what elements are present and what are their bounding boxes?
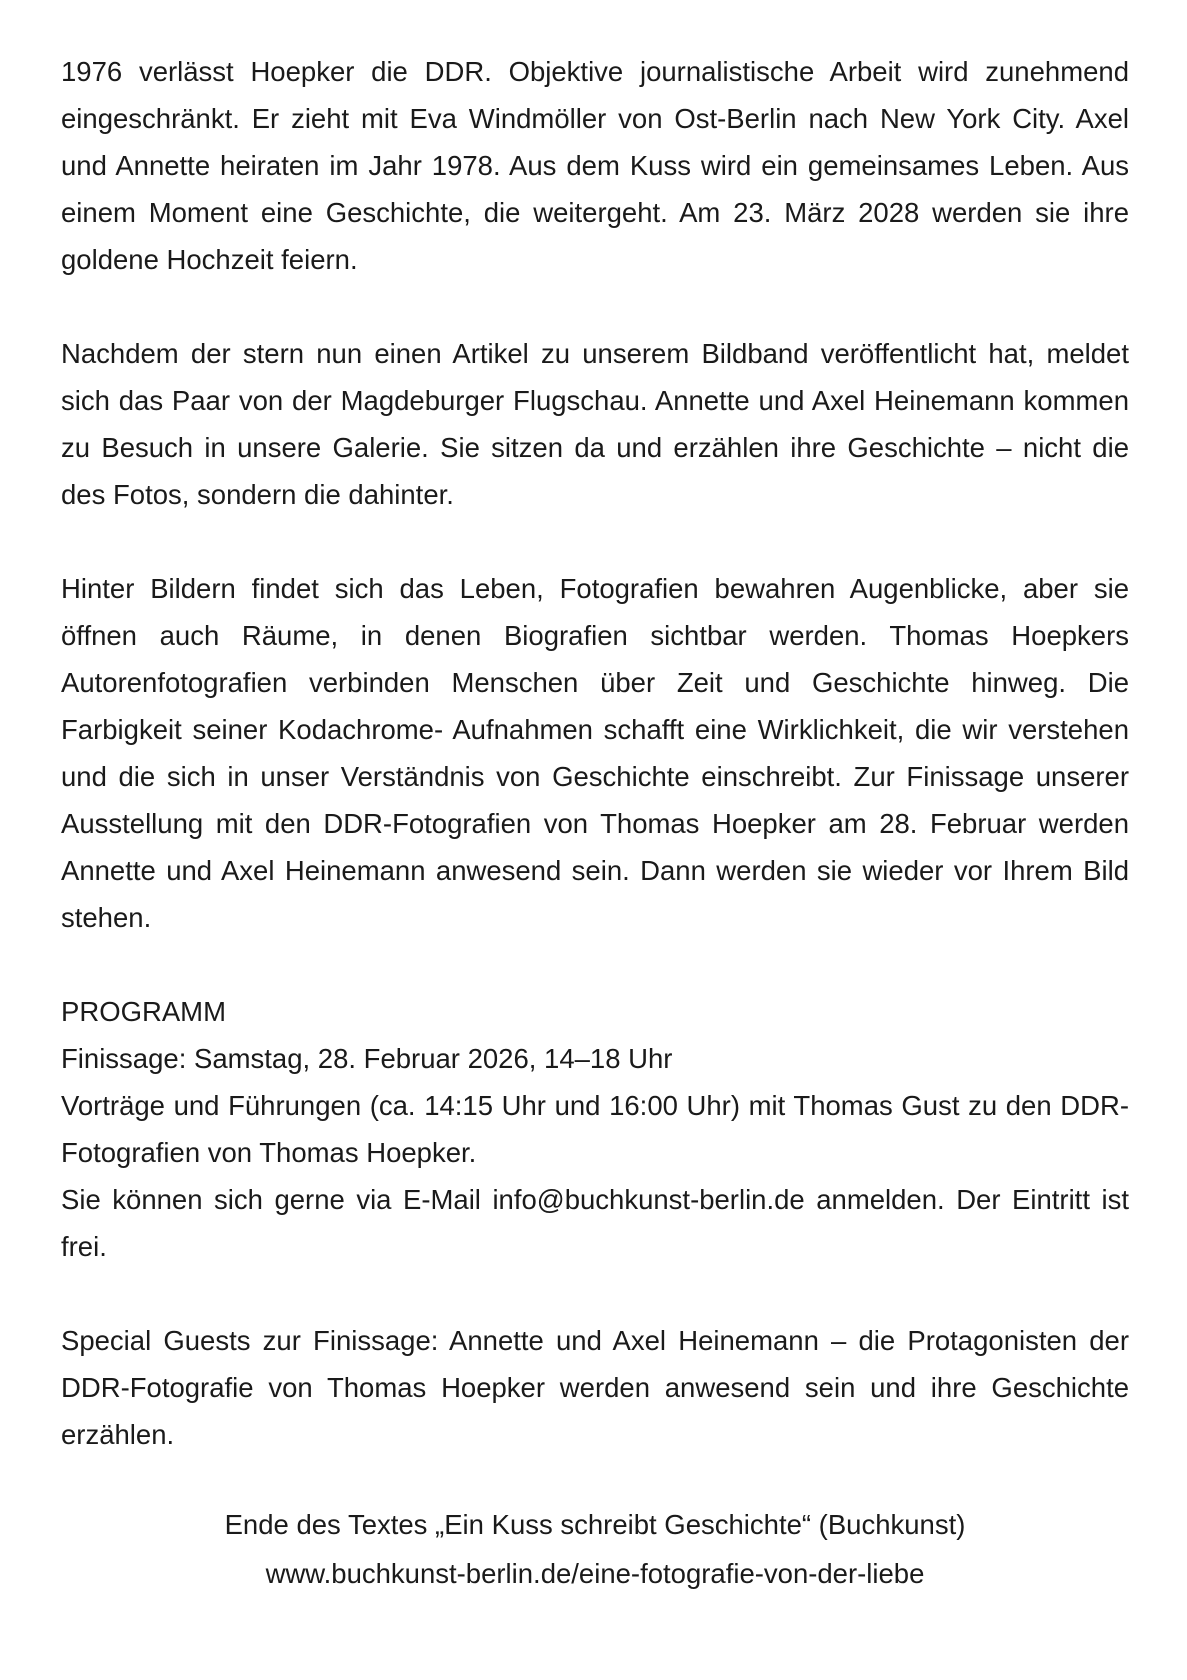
paragraph-behind-pictures: Hinter Bildern findet sich das Leben, Fotografien bewahren Augenblicke, aber sie öffnen auch Räume, in denen Biografien sichtbar werden. Thomas Hoepkers Autorenfotografien verbinden Menschen über Zeit und Geschichte hinweg. Die Farbigkeit seiner Kodachrome- Aufnahmen schafft eine Wirklichkeit, die wir verstehen und die sich in unser Verständnis von Geschichte einschreibt. Zur Finissage unserer Ausstellung mit den DDR-Fotografien von Thomas Hoepker am 28. Februar werden Annette und Axel Heinemann anwesend sein. Dann werden sie wieder vor Ihrem Bild stehen. <box>61 573 1129 933</box>
paragraph-spacer <box>61 941 1129 988</box>
paragraph-couple-visit: Nachdem der stern nun einen Artikel zu unserem Bildband veröffentlicht hat, meldet sich das Paar von der Magdeburger Flugschau. Annette und Axel Heinemann kommen zu Besuch in unsere Galerie. Sie sitzen da und erzählen ihre Geschichte – nicht die des Fotos, sondern die dahinter. <box>61 338 1129 510</box>
program-section <box>61 988 1129 1270</box>
footer-url: www.buchkunst-berlin.de/eine-fotografie-von-der-liebe <box>265 1558 925 1589</box>
footer <box>61 1500 1129 1598</box>
footer-source-line: Ende des Textes „Ein Kuss schreibt Geschichte“ (Buchkunst) <box>224 1509 966 1540</box>
paragraph-spacer <box>61 283 1129 330</box>
document-body <box>61 48 1129 1458</box>
program-registration: Sie können sich gerne via E-Mail info@buchkunst-berlin.de anmelden. Der Eintritt ist frei. <box>61 1184 1129 1262</box>
program-heading: PROGRAMM <box>61 996 226 1027</box>
paragraph-hoepker-leaves-ddr: 1976 verlässt Hoepker die DDR. Objektive journalistische Arbeit wird zunehmend eingeschränkt. Er zieht mit Eva Windmöller von Ost-Berlin nach New York City. Axel und Annette heiraten im Jahr 1978. Aus dem Kuss wird ein gemeinsames Leben. Aus einem Moment eine Geschichte, die weitergeht. Am 23. März 2028 werden sie ihre goldene Hochzeit feiern. <box>61 56 1129 275</box>
paragraph-spacer <box>61 518 1129 565</box>
paragraph-special-guests: Special Guests zur Finissage: Annette und Axel Heinemann – die Protagonisten der DDR-Fotografie von Thomas Hoepker werden anwesend sein und ihre Geschichte erzählen. <box>61 1325 1129 1450</box>
program-talks: Vorträge und Führungen (ca. 14:15 Uhr und 16:00 Uhr) mit Thomas Gust zu den DDR-Fotografien von Thomas Hoepker. <box>61 1090 1129 1168</box>
paragraph-spacer <box>61 1270 1129 1317</box>
program-finissage-date: Finissage: Samstag, 28. Februar 2026, 14–18 Uhr <box>61 1043 673 1074</box>
